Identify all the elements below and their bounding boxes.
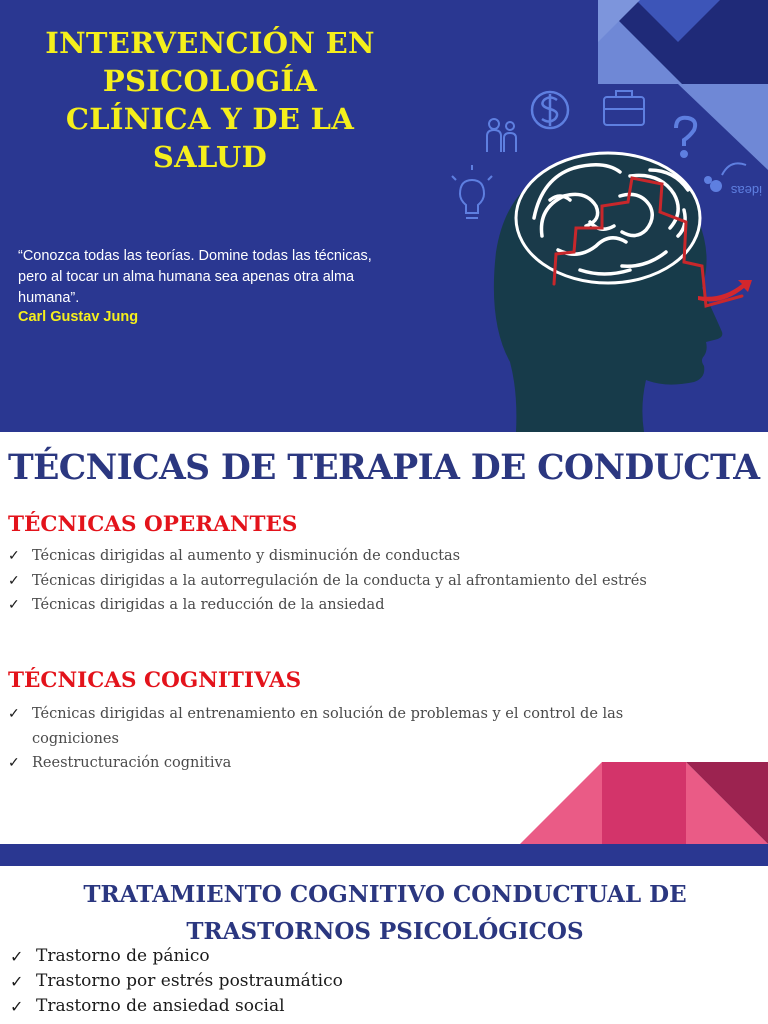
operantes-title: TÉCNICAS OPERANTES	[8, 512, 298, 537]
cognitivas-title: TÉCNICAS COGNITIVAS	[8, 668, 302, 693]
list-item	[8, 569, 658, 594]
check-icon: ✓	[8, 755, 20, 771]
question-icon	[676, 118, 695, 156]
hero-title-line: INTERVENCIÓN EN	[45, 26, 375, 60]
list-item-text: Reestructuración cognitiva	[32, 755, 232, 771]
check-icon: ✓	[8, 572, 20, 589]
people-icon	[487, 119, 516, 152]
list-item-text: Trastorno de pánico	[36, 946, 210, 966]
dollar-icon	[532, 92, 568, 128]
list-item-text: Técnicas dirigidas al aumento y disminución de conductas	[32, 548, 461, 564]
list-item	[8, 593, 658, 618]
tratamiento-heading-line: TRASTORNOS PSICOLÓGICOS	[186, 918, 584, 945]
list-item	[8, 702, 658, 751]
trastornos-list	[10, 944, 343, 1019]
hero-slide	[0, 0, 768, 432]
hero-title-line: PSICOLOGÍA	[102, 64, 318, 98]
list-item-text: Técnicas dirigidas a la autorregulación de la conducta y al afrontamiento del estrés	[32, 572, 647, 589]
red-arrow-icon	[698, 280, 752, 302]
lightbulb-icon	[452, 165, 492, 218]
briefcase-icon	[604, 91, 644, 125]
list-item	[8, 544, 658, 569]
list-item	[10, 994, 343, 1019]
check-icon: ✓	[10, 972, 24, 991]
conducta-heading: TÉCNICAS DE TERAPIA DE CONDUCTA	[8, 448, 760, 488]
list-item-text: Trastorno por estrés postraumático	[36, 971, 343, 991]
decorative-triangles	[520, 762, 768, 844]
list-item	[10, 969, 343, 994]
operantes-list	[8, 544, 658, 618]
list-item	[10, 944, 343, 969]
check-icon: ✓	[8, 597, 20, 613]
crimson-block	[602, 762, 686, 844]
check-icon: ✓	[8, 548, 20, 564]
jung-quote: “Conozca todas las teorías. Domine todas las técnicas, pero al tocar un alma humana sea apenas otra alma humana”.	[18, 248, 372, 306]
list-item-text: Trastorno de ansiedad social	[36, 996, 285, 1016]
tratamiento-heading	[40, 876, 730, 950]
check-icon: ✓	[10, 947, 24, 966]
tratamiento-slide	[0, 866, 768, 1024]
hero-title-line: SALUD	[152, 140, 268, 174]
quote-author: Carl Gustav Jung	[18, 309, 139, 325]
divider-band	[0, 844, 768, 866]
hero-title-line: CLÍNICA Y DE LA	[65, 102, 355, 136]
check-icon: ✓	[10, 997, 24, 1016]
list-item-text: Técnicas dirigidas a la reducción de la ansiedad	[32, 597, 385, 613]
check-icon: ✓	[8, 706, 20, 722]
hero-illustration	[430, 0, 768, 432]
pink-triangle-left	[520, 762, 602, 844]
hero-title	[18, 24, 402, 176]
idea-word-icon	[704, 163, 762, 198]
tratamiento-heading-line: TRATAMIENTO COGNITIVO CONDUCTUAL DE	[83, 881, 687, 908]
conducta-slide	[0, 432, 768, 844]
list-item-text: Técnicas dirigidas al entrenamiento en solución de problemas y el control de las cogniciones	[32, 706, 624, 747]
ideas-icon-text: ideas	[730, 183, 762, 198]
corner-triangle-bottom	[678, 84, 768, 170]
